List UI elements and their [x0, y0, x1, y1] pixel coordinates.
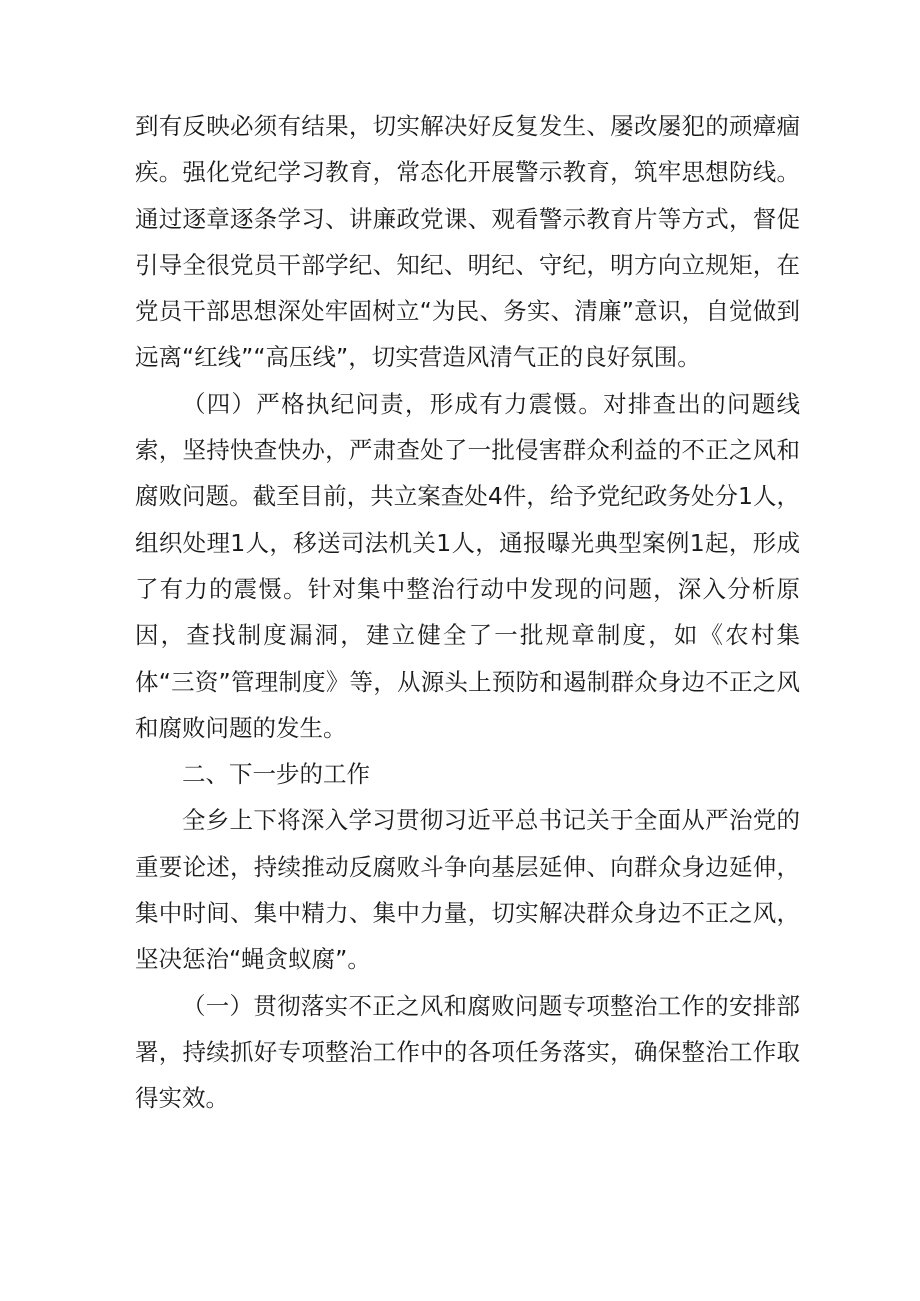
paragraph-section-one-implementation: （一）贯彻落实不正之风和腐败问题专项整治工作的安排部署，持续抓好专项整治工作中的各项任务落实，确保整治工作取得实效。 [135, 991, 800, 1113]
section-heading-next-steps: 二、下一步的工作 [182, 760, 370, 789]
paragraph-next-steps-overview: 全乡上下将深入学习贯彻习近平总书记关于全面从严治党的重要论述，持续推动反腐败斗争向基层延伸、向群众身边延伸，集中时间、集中精力、集中力量，切实解决群众身边不正之风，坚决惩治“蝇贪蚁腐”。 [135, 806, 800, 974]
paragraph-section-four-accountability: （四）严格执纪问责，形成有力震慑。对排查出的问题线索，坚持快查快办，严肃查处了一批侵害群众利益的不正之风和腐败问题。截至目前，共立案查处4件，给予党纪政务处分1人，组织处理1人，移送司法机关1人，通报曝光典型案例1起，形成了有力的震慑。针对集中整治行动中发现的问题，深入分析原因，查找制度漏洞，建立健全了一批规章制度，如《农村集体“三资”管理制度》等，从源头上预防和遏制群众身边不正之风和腐败问题的发生。 [135, 389, 800, 742]
paragraph-prevention-education: 到有反映必须有结果，切实解决好反复发生、屡改屡犯的顽瘴痼疾。强化党纪学习教育，常态化开展警示教育，筑牢思想防线。通过逐章逐条学习、讲廉政党课、观看警示教育片等方式，督促引导全很党员干部学纪、知纪、明纪、守纪，明方向立规矩，在党员干部思想深处牢固树立“为民、务实、清廉”意识，自觉做到远离“红线”“高压线”，切实营造风清气正的良好氛围。 [135, 112, 800, 372]
